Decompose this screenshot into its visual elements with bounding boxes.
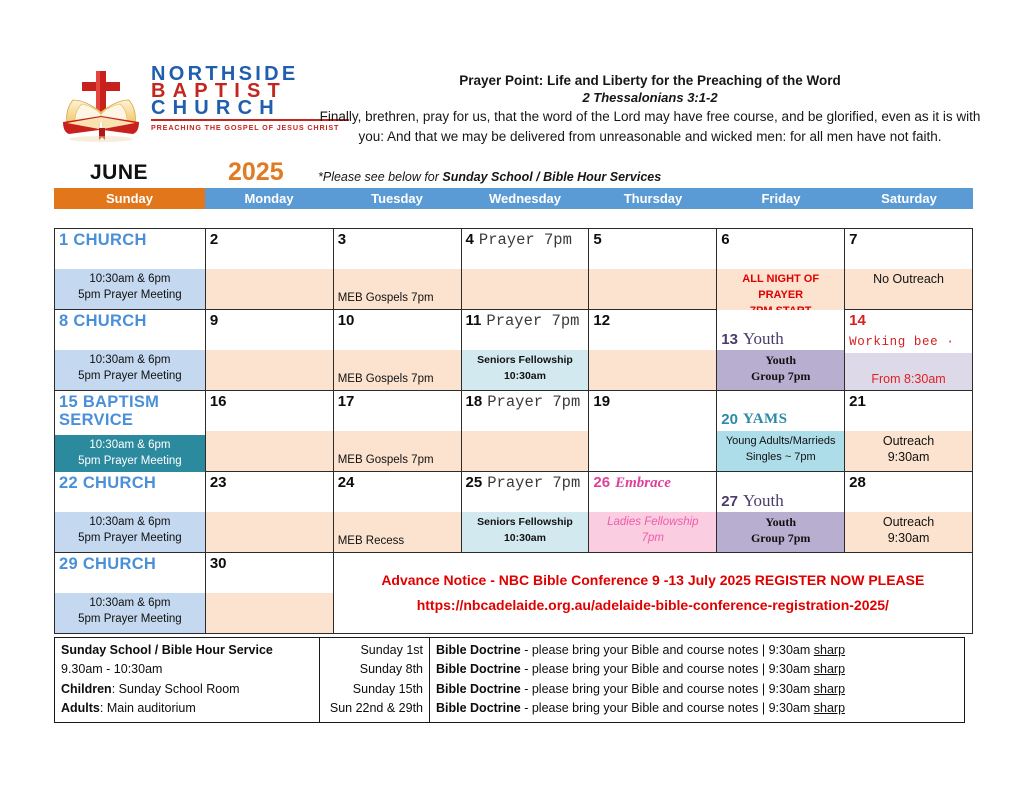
open-bible-with-cross-icon (55, 60, 147, 146)
day-cell-10[interactable] (334, 310, 462, 391)
day-number: 7 (849, 231, 858, 248)
footer-class-row (436, 680, 964, 699)
day-number: 11 (465, 312, 482, 329)
calendar-week-row (55, 553, 973, 634)
day-number: 23 (209, 474, 227, 491)
day-note-1: No Outreach (873, 272, 944, 286)
advance-notice-line-1: Advance Notice - NBC Bible Conference 9 -13 July 2025 REGISTER NOW PLEASE (381, 572, 925, 588)
day-cell-22[interactable] (55, 472, 206, 553)
day-title: Prayer 7pm (487, 474, 581, 492)
day-number: 13 (721, 331, 738, 348)
day-number: 21 (849, 393, 866, 410)
footer-adults-value: : Main auditorium (99, 700, 196, 715)
day-title: Prayer 7pm (487, 393, 581, 411)
footer-class-text: - please bring your Bible and course notes | 9:30am (520, 700, 814, 715)
day-note-2: Group 7pm (750, 531, 811, 545)
day-number: 20 (721, 411, 738, 428)
day-note-1: Young Adults/Marrieds (725, 435, 836, 447)
footer-row (61, 660, 314, 679)
day-note-2: 5pm Prayer Meeting (78, 613, 182, 625)
dow-thursday: Thursday (589, 188, 717, 209)
day-cell-16[interactable] (206, 391, 334, 472)
day-of-week-header (54, 188, 973, 209)
day-note-2: MEB Gospels 7pm (337, 292, 434, 304)
day-note-1: 10:30am & 6pm (89, 516, 171, 528)
footer-class-sharp: sharp (813, 681, 846, 696)
calendar-week-row (55, 310, 973, 391)
day-note-2: MEB Recess (337, 535, 405, 547)
day-number: 9 (209, 312, 219, 329)
dow-wednesday: Wednesday (461, 188, 589, 209)
prayer-point-reference: 2 Thessalonians 3:1-2 (582, 90, 718, 105)
day-note-1: Ladies Fellowship (607, 516, 699, 528)
dow-friday: Friday (717, 188, 845, 209)
logo-line-2: BAPTIST (151, 80, 287, 102)
prayer-point-title: Prayer Point: Life and Liberty for the Preaching of the Word (459, 73, 841, 88)
day-note-1: 10:30am & 6pm (89, 439, 171, 451)
day-note-2: 5pm Prayer Meeting (78, 532, 182, 544)
dow-sunday: Sunday (54, 188, 205, 209)
day-note-1: Outreach (882, 515, 935, 529)
footer-adults-label: Adults (61, 700, 100, 715)
footer-dates-column (320, 638, 430, 722)
day-number: 5 (593, 231, 602, 248)
day-title: Working bee · (849, 335, 955, 349)
day-number: 18 (465, 393, 483, 410)
day-cell-2[interactable] (206, 229, 334, 310)
day-cell-18[interactable] (462, 391, 590, 472)
see-below-bold: Sunday School / Bible Hour Services (442, 170, 662, 184)
day-title: 22 CHURCH (59, 474, 157, 492)
footer-children-value: : Sunday School Room (111, 681, 240, 696)
day-note-2: Group 7pm (750, 369, 811, 383)
day-note-2: Singles ~ 7pm (745, 451, 816, 463)
day-title: Embrace (615, 475, 671, 491)
day-cell-20[interactable] (717, 391, 845, 472)
day-title: Prayer 7pm (478, 231, 572, 249)
day-number: 26 (593, 474, 611, 491)
day-cell-19[interactable] (589, 391, 717, 472)
day-note-1: ALL NIGHT OF PRAYER (742, 273, 820, 301)
prayer-point-body: Finally, brethren, pray for us, that the word of the Lord may have free course, and be glorified, even as it is with you: And that we may be delivered from unreasonable and wicked men: for all men have not faith. (319, 109, 981, 144)
day-title: 29 CHURCH (59, 555, 157, 573)
day-note-2: MEB Gospels 7pm (337, 454, 434, 466)
month-label: JUNE (90, 161, 149, 184)
day-note-1: Outreach (882, 434, 935, 448)
day-number: 4 (465, 231, 474, 248)
day-number: 24 (337, 474, 355, 491)
day-number: 28 (849, 474, 866, 491)
day-cell-24[interactable] (334, 472, 462, 553)
advance-notice-cell[interactable] (334, 553, 973, 634)
day-cell-8[interactable] (55, 310, 206, 391)
day-note-1: Seniors Fellowship (477, 354, 573, 366)
day-note-1: Youth (765, 515, 797, 529)
day-number: 2 (209, 231, 219, 248)
day-cell-14[interactable] (845, 310, 973, 391)
advance-notice-url[interactable]: https://nbcadelaide.org.au/adelaide-bible-conference-registration-2025/ (416, 597, 889, 613)
year-label: 2025 (228, 158, 284, 186)
footer-service-info (55, 638, 320, 722)
day-number: 10 (337, 312, 355, 329)
day-note-2: 9:30am (887, 450, 930, 464)
day-cell-27[interactable] (717, 472, 845, 553)
day-number: 17 (337, 393, 355, 410)
day-cell-15[interactable] (55, 391, 206, 472)
day-cell-9[interactable] (206, 310, 334, 391)
day-cell-26[interactable] (589, 472, 717, 553)
day-note-2: 5pm Prayer Meeting (78, 370, 182, 382)
day-title: 1 CHURCH (59, 231, 147, 249)
footer-class-sharp: sharp (813, 643, 846, 657)
footer-class-row (436, 660, 964, 679)
day-note-1: Seniors Fellowship (477, 516, 573, 528)
footer-class-text: - please bring your Bible and course notes | 9:30am (520, 643, 814, 657)
dow-tuesday: Tuesday (333, 188, 461, 209)
day-title: Prayer 7pm (486, 312, 580, 330)
day-note-2: 5pm Prayer Meeting (78, 289, 182, 301)
footer-service-title: Sunday School / Bible Hour Service (61, 643, 273, 657)
day-cell-4[interactable] (462, 229, 590, 310)
see-below-prefix: *Please see below for (318, 170, 443, 184)
day-cell-30[interactable] (206, 553, 334, 634)
day-cell-6[interactable] (717, 229, 845, 310)
dow-monday: Monday (205, 188, 333, 209)
day-note-2: 9:30am (887, 531, 930, 545)
day-cell-29[interactable] (55, 553, 206, 634)
prayer-point-block (305, 72, 995, 146)
page-header (0, 0, 1024, 186)
day-cell-11[interactable] (462, 310, 590, 391)
day-note-1: Youth (765, 353, 797, 367)
dow-saturday: Saturday (845, 188, 973, 209)
day-cell-17[interactable] (334, 391, 462, 472)
day-cell-7[interactable] (845, 229, 973, 310)
day-number: 3 (337, 231, 347, 248)
day-title: YAMS (742, 411, 788, 427)
logo-tagline: PREACHING THE GOSPEL OF JESUS CHRIST (151, 123, 340, 132)
footer-date: Sunday 1st (360, 643, 423, 657)
day-number: 27 (721, 493, 738, 510)
footer-class-row (436, 641, 964, 660)
footer-class-sharp: sharp (813, 700, 846, 715)
day-number: 16 (209, 393, 227, 410)
day-cell-21[interactable] (845, 391, 973, 472)
calendar-week-row (55, 391, 973, 472)
day-note-1: 10:30am & 6pm (89, 354, 171, 366)
day-cell-13[interactable] (717, 310, 845, 391)
day-note-2: From 8:30am (871, 372, 946, 386)
day-note-2: 5pm Prayer Meeting (78, 455, 182, 467)
day-number: 19 (593, 393, 611, 410)
day-title: Youth (742, 329, 784, 348)
footer-class-title: Bible Doctrine (436, 681, 521, 696)
day-number: 30 (209, 555, 227, 572)
sunday-school-footer (54, 637, 965, 723)
day-number: 6 (721, 231, 730, 248)
footer-class-sharp: sharp (813, 662, 846, 677)
footer-date: Sunday 15th (352, 681, 423, 696)
footer-class-text: - please bring your Bible and course notes | 9:30am (520, 681, 814, 696)
logo-line-1: NORTHSIDE (151, 63, 299, 85)
church-logo (55, 58, 340, 148)
day-note-2: 10:30am (503, 370, 546, 382)
day-cell-23[interactable] (206, 472, 334, 553)
footer-class-row (436, 699, 964, 718)
footer-row (61, 641, 314, 660)
calendar-grid (54, 228, 973, 634)
footer-classes-column (430, 638, 964, 722)
day-note-1: 10:30am & 6pm (89, 597, 171, 609)
day-note-2: 7pm (641, 532, 665, 544)
footer-service-time: 9.30am - 10:30am (61, 662, 163, 677)
day-title: Youth (742, 491, 784, 510)
day-cell-3[interactable] (334, 229, 462, 310)
day-cell-12[interactable] (589, 310, 717, 391)
day-note-1: 10:30am & 6pm (89, 273, 171, 285)
day-number: 12 (593, 312, 611, 329)
footer-class-title: Bible Doctrine (436, 643, 521, 657)
footer-row (61, 680, 314, 699)
see-below-note (318, 170, 661, 184)
day-cell-28[interactable] (845, 472, 973, 553)
footer-row (61, 699, 314, 718)
footer-children-label: Children (61, 681, 112, 696)
logo-line-3: CHURCH (151, 97, 281, 119)
day-title: 15 BAPTISM SERVICE (59, 393, 160, 429)
calendar-week-row (55, 229, 973, 310)
day-note-2: MEB Gospels 7pm (337, 373, 434, 385)
day-cell-5[interactable] (589, 229, 717, 310)
footer-date: Sunday 8th (359, 662, 423, 677)
day-cell-25[interactable] (462, 472, 590, 553)
calendar-week-row (55, 472, 973, 553)
footer-date: Sun 22nd & 29th (329, 700, 423, 715)
day-title: 8 CHURCH (59, 312, 147, 330)
day-cell-1[interactable] (55, 229, 206, 310)
footer-class-title: Bible Doctrine (436, 662, 521, 677)
day-number: 14 (849, 312, 866, 329)
footer-class-title: Bible Doctrine (436, 700, 521, 715)
footer-class-text: - please bring your Bible and course notes | 9:30am (520, 662, 814, 677)
day-number: 25 (465, 474, 483, 491)
day-note-2: 10:30am (503, 532, 546, 544)
